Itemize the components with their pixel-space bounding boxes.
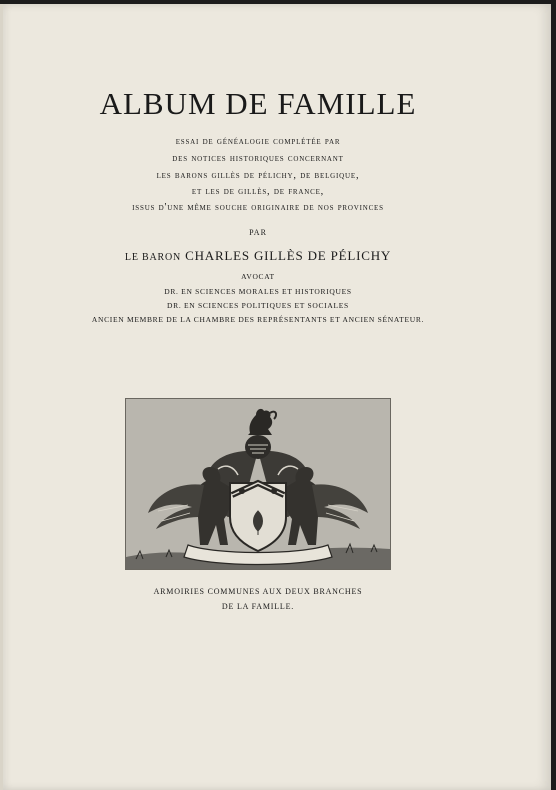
subtitle-line-2: des notices historiques concernant xyxy=(172,153,344,164)
author-prefix: LE BARON xyxy=(124,252,182,263)
credential-2: DR. EN SCIENCES MORALES ET HISTORIQUES xyxy=(164,287,352,296)
author-name: CHARLES GILLÈS DE PÉLICHY xyxy=(185,248,392,263)
subtitle-line-1: essai de généalogie complétée par xyxy=(175,136,341,147)
credential-1: AVOCAT xyxy=(241,272,275,281)
subtitle-line-5: issus d'une même souche originaire de nos provinces xyxy=(132,202,384,213)
book-page xyxy=(0,4,551,790)
by-label: PAR xyxy=(249,228,267,237)
author-line xyxy=(3,248,513,264)
page-title: ALBUM DE FAMILLE xyxy=(99,86,417,121)
caption-line-1: ARMOIRIES COMMUNES AUX DEUX BRANCHES xyxy=(153,587,363,596)
coat-of-arms-plate xyxy=(125,398,391,570)
credential-4: ANCIEN MEMBRE DE LA CHAMBRE DES REPRÉSENTANTS ET ANCIEN SÉNATEUR. xyxy=(91,315,425,324)
subtitle-line-4: et les de gillès, de france, xyxy=(191,186,325,197)
caption-line-2: DE LA FAMILLE. xyxy=(221,602,295,611)
coat-of-arms-image xyxy=(126,399,390,569)
subtitle-line-3: les barons gillès de pélichy, de belgique, xyxy=(156,170,360,181)
credential-3: DR. EN SCIENCES POLITIQUES ET SOCIALES xyxy=(167,301,349,310)
